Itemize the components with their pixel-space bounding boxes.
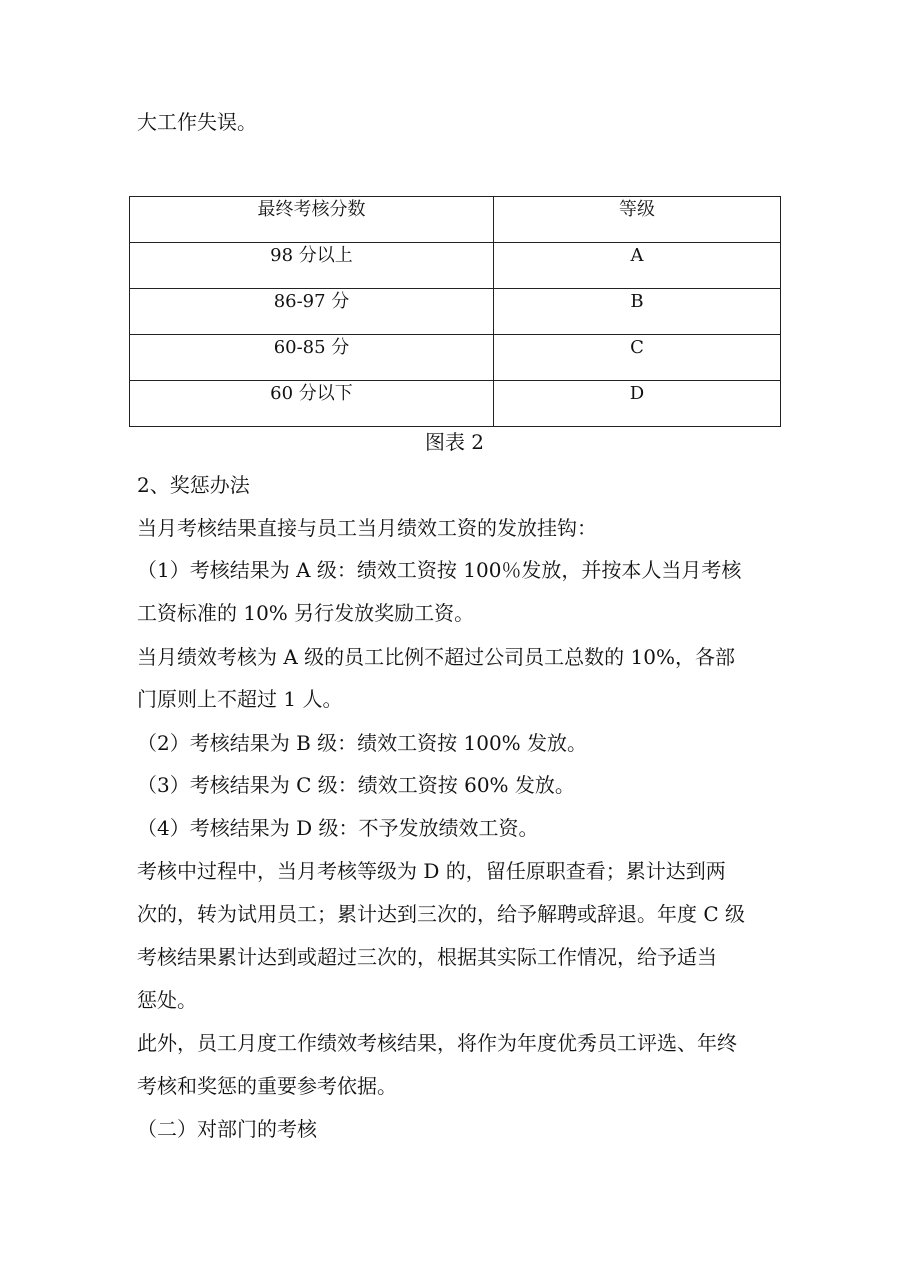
grade-cell: B [494,289,781,335]
header-grade: 等级 [494,197,781,243]
score-cell: 98 分以上 [130,243,494,289]
paragraph-line: 当月考核结果直接与员工当月绩效工资的发放挂钩： [137,516,597,540]
table-row [130,243,781,289]
table-header-row [130,197,781,243]
grade-cell: D [494,381,781,427]
paragraph-line: 惩处。 [137,988,197,1012]
paragraph-line: 考核中过程中，当月考核等级为 D 的，留任原职查看；累计达到两 [137,859,726,883]
paragraph-line: （4）考核结果为 D 级：不予发放绩效工资。 [137,816,539,840]
paragraph-line: （1）考核结果为 A 级：绩效工资按 100％发放，并按本人当月考核 [137,558,742,582]
paragraph-line: 当月绩效考核为 A 级的员工比例不超过公司员工总数的 10%，各部 [137,645,735,669]
section-title: 2、奖惩办法 [137,473,250,497]
grade-table [129,196,781,427]
intro-line: 大工作失误。 [137,110,257,134]
paragraph-line: 考核结果累计达到或超过三次的，根据其实际工作情况，给予适当 [137,945,717,969]
paragraph-line: （2）考核结果为 B 级：绩效工资按 100% 发放。 [137,731,588,755]
table-caption: 图表 2 [424,430,485,454]
paragraph-line: （3）考核结果为 C 级：绩效工资按 60% 发放。 [137,773,575,797]
paragraph-line: 工资标准的 10% 另行发放奖励工资。 [137,601,475,625]
score-cell: 60 分以下 [130,381,494,427]
grade-cell: C [494,335,781,381]
paragraph-line: 次的，转为试用员工；累计达到三次的，给予解聘或辞退。年度 C 级 [137,902,746,926]
subsection-title: （二）对部门的考核 [137,1117,317,1141]
table-row [130,289,781,335]
table-row [130,335,781,381]
paragraph-line: 此外，员工月度工作绩效考核结果，将作为年度优秀员工评选、年终 [137,1031,737,1055]
paragraph-line: 门原则上不超过 1 人。 [137,687,343,711]
table-row [130,381,781,427]
grade-cell: A [494,243,781,289]
paragraph-line: 考核和奖惩的重要参考依据。 [137,1074,397,1098]
header-score: 最终考核分数 [130,197,494,243]
score-cell: 60-85 分 [130,335,494,381]
score-cell: 86-97 分 [130,289,494,335]
